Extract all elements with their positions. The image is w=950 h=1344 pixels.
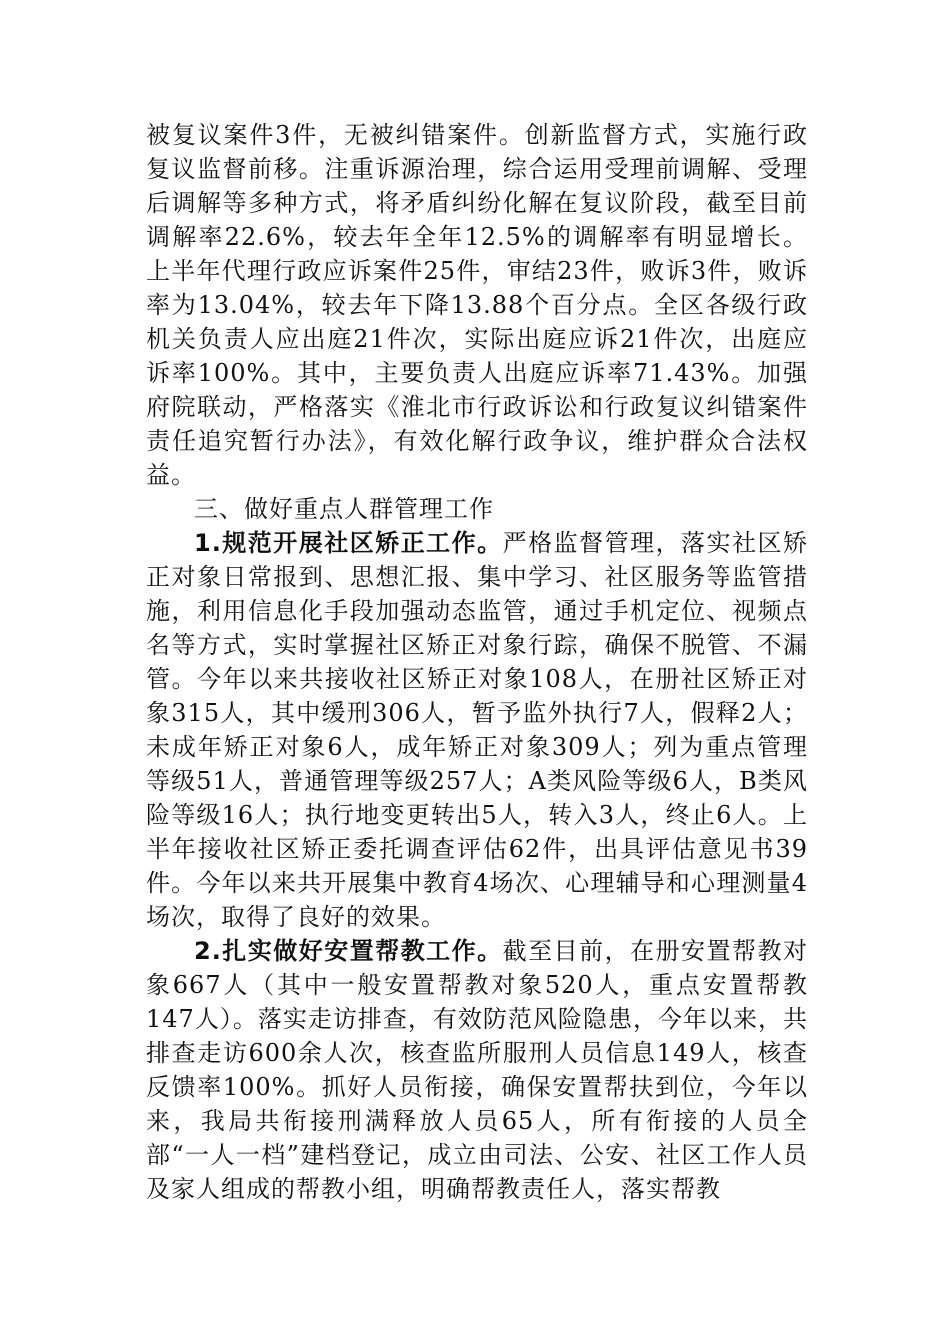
item-community-correction-title: 1.规范开展社区矫正工作。 [194, 529, 503, 557]
item-community-correction [146, 526, 808, 934]
item-resettlement-assistance-title: 2.扎实做好安置帮教工作。 [194, 937, 503, 965]
item-community-correction-body: 严格监督管理，落实社区矫正对象日常报到、思想汇报、集中学习、社区服务等监管措施，利用信息化手段加强动态监管，通过手机定位、视频点名等方式，实时掌握社区矫正对象行踪，确保不脱管、不漏管。今年以来共接收社区矫正对象108人，在册社区矫正对象315人，其中缓刑306人，暂予监外执行7人，假释2人；未成年矫正对象6人，成年矫正对象309人；列为重点管理等级51人，普通管理等级257人；A类风险等级6人，B类风险等级16人；执行地变更转出5人，转入3人，终止6人。上半年接收社区矫正委托调查评估62件，出具评估意见书39件。今年以来共开展集中教育4场次、心理辅导和心理测量4场次，取得了良好的效果。 [146, 529, 808, 931]
section-heading: 三、做好重点人群管理工作 [194, 495, 494, 523]
item-resettlement-assistance-body: 截至目前，在册安置帮教对象667人（其中一般安置帮教对象520人，重点安置帮教147人）。落实走访排查，有效防范风险隐患，今年以来，共排查走访600余人次，核查监所服刑人员信息149人，核查反馈率100%。抓好人员衔接，确保安置帮扶到位，今年以来，我局共衔接刑满释放人员65人，所有衔接的人员全部“一人一档”建档登记，成立由司法、公安、社区工作人员及家人组成的帮教小组，明确帮教责任人，落实帮教 [146, 937, 808, 1203]
paragraph-administrative-review: 被复议案件3件，无被纠错案件。创新监督方式，实施行政复议监督前移。注重诉源治理，综合运用受理前调解、受理后调解等多种方式，将矛盾纠纷化解在复议阶段，截至目前调解率22.6%，较去年全年12.5%的调解率有明显增长。上半年代理行政应诉案件25件，审结23件，败诉3件，败诉率为13.04%，较去年下降13.88个百分点。全区各级行政机关负责人应出庭21件次，实际出庭应诉21件次，出庭应诉率100%。其中，主要负责人出庭应诉率71.43%。加强府院联动，严格落实《淮北市行政诉讼和行政复议纠错案件责任追究暂行办法》，有效化解行政争议，维护群众合法权益。 [146, 121, 808, 489]
item-resettlement-assistance [146, 934, 808, 1206]
document-body [146, 118, 808, 1206]
